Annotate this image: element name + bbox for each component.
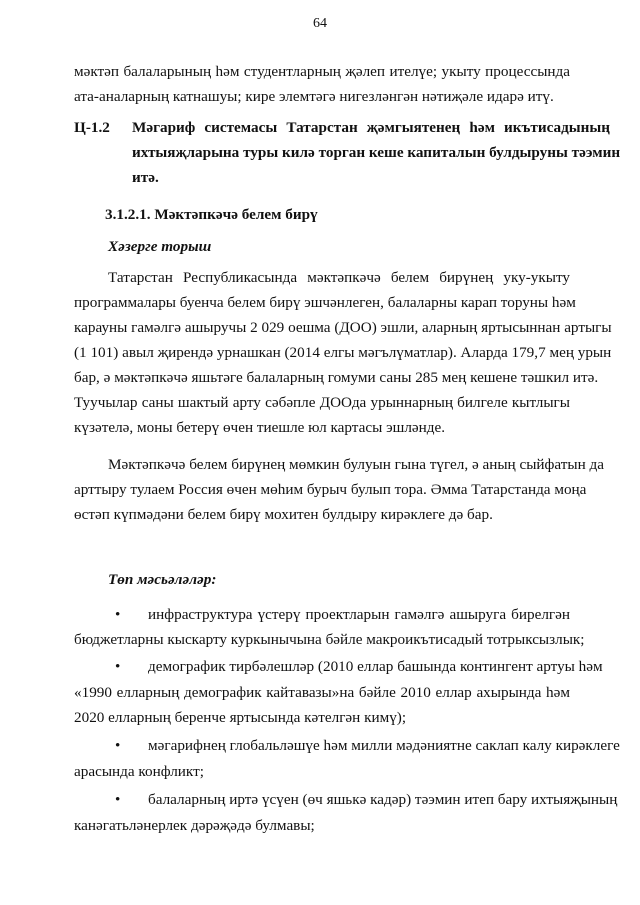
bullet-marker: • bbox=[115, 606, 121, 623]
page-number: 64 bbox=[313, 16, 327, 31]
bullet-line: арасында конфликт; bbox=[74, 763, 204, 780]
goal-title-line: итә. bbox=[132, 169, 159, 186]
current-state-heading: Хәзерге торыш bbox=[108, 238, 212, 255]
bullet-line: балаларның иртә үсүен (өч яшькә кадәр) тәэмин итеп бару ихтыяҗының bbox=[148, 791, 618, 808]
bullet-line: 2020 елларның беренче яртысында кәтелгән кимү); bbox=[74, 709, 407, 726]
paragraph-line: бар, ә мәктәпкәчә яшьтәге балаларның гомуми саны 285 мең кешене тәшкил итә. bbox=[74, 369, 599, 386]
paragraph-line: өстәп күпмәдәни белем бирү мохитен булдыру кирәклеге дә бар. bbox=[74, 506, 493, 523]
bullet-line: «1990 елларның демографик кайтавазы»на бәйле 2010 еллар ахырында һәм bbox=[74, 684, 570, 701]
paragraph-line: (1 101) авыл җирендә урнашкан (2014 елгы мәгълүматлар). Аларда 179,7 мең урын bbox=[74, 344, 612, 361]
paragraph-line: арттыру тулаем Россия өчен мөһим бурыч булып тора. Әмма Татарстанда моңа bbox=[74, 481, 587, 498]
bullet-line: бюджетларны кыскарту куркынычына бәйле макроикътисадый тотрыксызлык; bbox=[74, 631, 585, 648]
paragraph-line: Мәктәпкәчә белем бирүнең мөмкин булуын гына түгел, ә аның сыйфатын да bbox=[108, 456, 604, 473]
bullet-line: канәгатьләнерлек дәрәҗәдә булмавы; bbox=[74, 817, 315, 834]
intro-line: мәктәп балаларының һәм студентларның җәлеп ителүе; укыту процессында bbox=[74, 63, 570, 80]
bullet-line: мәгарифнең глобальләшүе һәм милли мәдәниятне саклап калу кирәклеге bbox=[148, 737, 620, 754]
bullet-marker: • bbox=[115, 791, 121, 808]
paragraph-line: Татарстан Республикасында мәктәпкәчә белем бирүнең уку-укыту bbox=[108, 269, 570, 286]
intro-line: ата-аналарның катнашуы; кире элемтәгә нигезләнгән нәтиҗәле идарә итү. bbox=[74, 88, 554, 105]
tasks-heading: Төп мәсьәләләр: bbox=[108, 571, 217, 588]
goal-title-line: ихтыяҗларына туры килә торган кеше капиталын булдыруны тәэмин bbox=[132, 144, 621, 161]
paragraph-line: Туучылар саны шактый арту сәбәпле ДООда урыннарның билгеле кытлыгы bbox=[74, 394, 570, 411]
paragraph-line: программалары буенча белем бирү эшчәнлеген, балаларны карап торуны һәм bbox=[74, 294, 576, 311]
bullet-marker: • bbox=[115, 658, 121, 675]
goal-code: Ц-1.2 bbox=[74, 119, 110, 136]
section-heading: 3.1.2.1. Мәктәпкәчә белем бирү bbox=[105, 206, 318, 223]
paragraph-line: карауны гамәлгә ашыручы 2 029 оешма (ДОО) эшли, аларның яртысыннан артыгы bbox=[74, 319, 612, 336]
goal-title-line: Мәгариф системасы Татарстан җәмгыятенең һәм икътисадының bbox=[132, 119, 610, 136]
bullet-line: демографик тирбәлешләр (2010 еллар башында контингент артуы һәм bbox=[148, 658, 603, 675]
bullet-marker: • bbox=[115, 737, 121, 754]
bullet-line: инфраструктура үстерү проектларын гамәлгә ашыруга бирелгән bbox=[148, 606, 570, 623]
paragraph-line: күзәтелә, моны бетерү өчен тиешле юл картасы эшләнде. bbox=[74, 419, 446, 436]
